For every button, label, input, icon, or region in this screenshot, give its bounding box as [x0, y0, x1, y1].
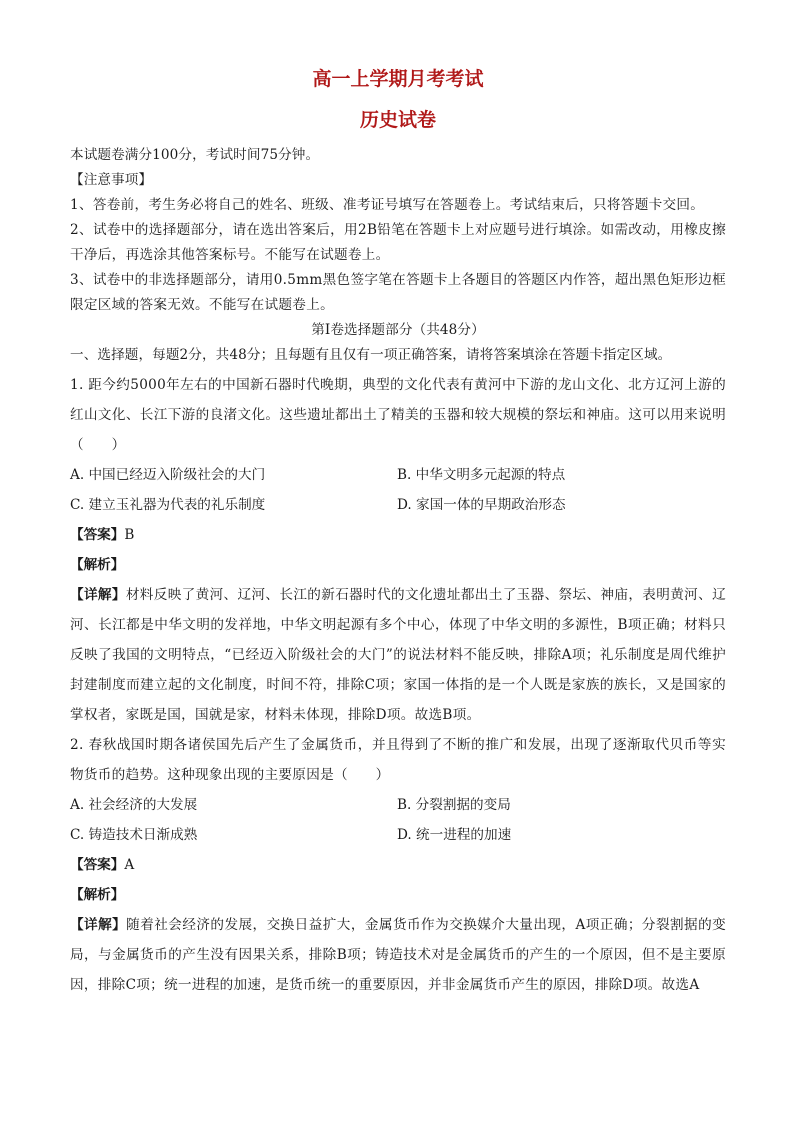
option-b: B. 中华文明多元起源的特点 [397, 467, 566, 483]
analysis-label: 【解析】 [70, 887, 125, 903]
detail-text: 随着社会经济的发展，交换日益扩大，金属货币作为交换媒介大量出现，A项正确；分裂割据的变局，与金属货币的产生没有因果关系，排除B项；铸造技术对是金属货币的产生的一个原因，但不是主要原因，排除C项；统一进程的加速，是货币统一的重要原因，并非金属货币产生的原因，排除D项。故选A [70, 917, 726, 993]
section-instruction: 一、选择题，每题2分，共48分；且每题有且仅有一项正确答案，请将答案填涂在答题卡指定区域。 [70, 347, 672, 363]
question-options [70, 790, 726, 850]
question-stem: 2. 春秋战国时期各诸侯国先后产生了金属货币，并且得到了不断的推广和发展，出现了逐渐取代贝币等实物货币的趋势。这种现象出现的主要原因是（ ） [70, 737, 726, 783]
exam-intro: 本试题卷满分100分，考试时间75分钟。 [70, 147, 320, 163]
answer-value: B [124, 527, 135, 543]
question-1 [70, 370, 726, 730]
notice-item-1: 1、答卷前，考生务必将自己的姓名、班级、准考证号填写在答题卷上。考试结束后，只将答题卡交回。 [70, 197, 705, 213]
question-options [70, 460, 726, 520]
notice-item-2: 2、试卷中的选择题部分，请在选出答案后，用2B铅笔在答题卡上对应题号进行填涂。如需改动，用橡皮擦干净后，再选涂其他答案标号。不能写在试题卷上。 [70, 222, 726, 263]
option-c: C. 建立玉礼器为代表的礼乐制度 [70, 497, 266, 513]
notice-heading: 【注意事项】 [70, 172, 153, 188]
section-title: 第Ⅰ卷选择题部分（共48分） [311, 322, 485, 338]
detail-paragraph [70, 580, 726, 730]
option-b: B. 分裂割据的变局 [397, 797, 511, 813]
exam-subtitle: 历史试卷 [359, 109, 436, 131]
exam-title: 高一上学期月考考试 [312, 68, 484, 90]
analysis-label: 【解析】 [70, 557, 125, 573]
answer-line [70, 850, 726, 880]
answer-value: A [124, 857, 135, 873]
option-d: D. 家国一体的早期政治形态 [397, 497, 566, 513]
detail-text: 材料反映了黄河、辽河、长江的新石器时代的文化遗址都出土了玉器、祭坛、神庙，表明黄河、辽河、长江都是中华文明的发祥地，中华文明起源有多个中心，体现了中华文明的多源性，B项正确；材料只反映了我国的文明特点，“已经迈入阶级社会的大门”的说法材料不能反映，排除A项；礼乐制度是周代维护封建制度而建立起的文化制度，时间不符，排除C项；家国一体指的是一个人既是家族的族长，又是国家的掌权者，家既是国，国就是家，材料未体现，排除D项。故选B项。 [70, 587, 726, 723]
detail-paragraph [70, 910, 726, 1000]
option-a: A. 中国已经迈入阶级社会的大门 [70, 467, 266, 483]
option-d: D. 统一进程的加速 [397, 827, 512, 843]
question-2 [70, 730, 726, 1000]
answer-line [70, 520, 726, 550]
answer-label: 【答案】 [70, 527, 125, 543]
answer-label: 【答案】 [70, 857, 125, 873]
detail-label: 【详解】 [70, 587, 126, 603]
option-a: A. 社会经济的大发展 [70, 797, 198, 813]
question-stem: 1. 距今约5000年左右的中国新石器时代晚期，典型的文化代表有黄河中下游的龙山文化、北方辽河上游的红山文化、长江下游的良渚文化。这些遗址都出土了精美的玉器和较大规模的祭坛和神庙。这可以用来说明（ ） [70, 377, 726, 453]
exam-page [70, 66, 726, 1000]
option-c: C. 铸造技术日渐成熟 [70, 827, 198, 843]
notice-item-3: 3、试卷中的非选择题部分，请用0.5mm黑色签字笔在答题卡上各题目的答题区内作答，超出黑色矩形边框限定区域的答案无效。不能写在试题卷上。 [70, 272, 726, 313]
detail-label: 【详解】 [70, 917, 127, 933]
